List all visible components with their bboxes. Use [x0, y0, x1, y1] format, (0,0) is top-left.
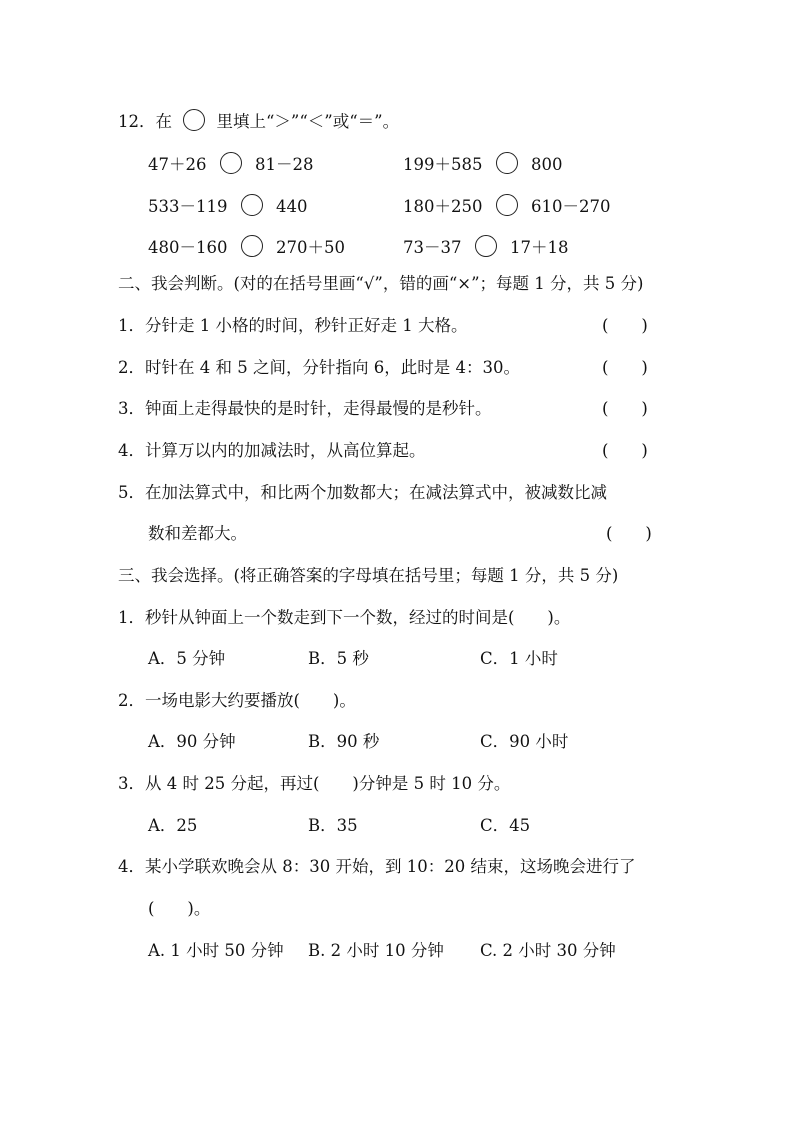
answer-parentheses[interactable]: ( ) — [602, 441, 648, 460]
compare-left: 73－37 — [403, 238, 462, 257]
compare-right: 81－28 — [255, 155, 314, 174]
section3-title: 三、我会选择。(将正确答案的字母填在括号里；每题 1 分，共 5 分) — [118, 566, 619, 585]
option-c[interactable]: C．90 小时 — [480, 732, 569, 751]
answer-circle[interactable] — [241, 235, 263, 257]
compare-left: 480－160 — [148, 238, 228, 257]
judge-item-5-continued: 数和差都大。 — [148, 524, 247, 543]
compare-left: 199＋585 — [403, 155, 483, 174]
option-b[interactable]: B．35 — [308, 816, 358, 835]
answer-circle[interactable] — [496, 152, 518, 174]
answer-circle[interactable] — [496, 194, 518, 216]
compare-item-6 — [403, 235, 569, 259]
choice-question-4: 4．某小学联欢晚会从 8：30 开始，到 10：20 结束，这场晚会进行了 — [118, 857, 636, 876]
option-a[interactable]: A. 1 小时 50 分钟 — [148, 941, 284, 960]
judge-item-4: 4．计算万以内的加减法时，从高位算起。 — [118, 441, 426, 460]
compare-right: 270＋50 — [276, 238, 345, 257]
compare-left: 180＋250 — [403, 197, 483, 216]
compare-item-2 — [403, 152, 563, 176]
option-b[interactable]: B．5 秒 — [308, 649, 369, 668]
answer-parentheses[interactable]: ( ) — [602, 358, 648, 377]
option-b[interactable]: B. 2 小时 10 分钟 — [308, 941, 444, 960]
choice-question-2: 2．一场电影大约要播放( )。 — [118, 691, 356, 710]
option-a[interactable]: A．5 分钟 — [148, 649, 226, 668]
compare-right: 800 — [531, 155, 563, 174]
choice-question-1: 1．秒针从钟面上一个数走到下一个数，经过的时间是( )。 — [118, 608, 571, 627]
answer-circle[interactable] — [475, 235, 497, 257]
judge-item-1: 1．分针走 1 小格的时间，秒针正好走 1 大格。 — [118, 316, 468, 335]
option-c[interactable]: C．1 小时 — [480, 649, 558, 668]
q12-suffix: 里填上“＞”“＜”或“＝”。 — [216, 112, 400, 131]
q12-prompt — [118, 109, 399, 133]
section2-title: 二、我会判断。(对的在括号里画“√”，错的画“×”；每题 1 分，共 5 分) — [118, 274, 644, 293]
choice-question-3: 3．从 4 时 25 分起，再过( )分钟是 5 时 10 分。 — [118, 774, 511, 793]
compare-left: 533－119 — [148, 197, 228, 216]
q12-prefix: 12．在 — [118, 112, 172, 131]
answer-parentheses[interactable]: ( ) — [602, 399, 648, 418]
answer-parentheses[interactable]: ( ) — [606, 524, 652, 543]
choice-question-4-continued: ( )。 — [148, 899, 211, 918]
compare-right: 440 — [276, 197, 308, 216]
compare-item-5 — [148, 235, 345, 259]
answer-circle[interactable] — [183, 109, 205, 131]
answer-circle[interactable] — [241, 194, 263, 216]
compare-right: 610－270 — [531, 197, 611, 216]
option-a[interactable]: A．25 — [148, 816, 198, 835]
compare-item-1 — [148, 152, 314, 176]
judge-item-2: 2．时针在 4 和 5 之间，分针指向 6，此时是 4：30。 — [118, 358, 520, 377]
compare-item-4 — [403, 194, 611, 218]
answer-parentheses[interactable]: ( ) — [602, 316, 648, 335]
compare-item-3 — [148, 194, 308, 218]
answer-circle[interactable] — [220, 152, 242, 174]
option-c[interactable]: C．45 — [480, 816, 531, 835]
judge-item-3: 3．钟面上走得最快的是时针，走得最慢的是秒针。 — [118, 399, 492, 418]
option-b[interactable]: B．90 秒 — [308, 732, 380, 751]
compare-left: 47＋26 — [148, 155, 207, 174]
option-a[interactable]: A．90 分钟 — [148, 732, 236, 751]
compare-right: 17＋18 — [510, 238, 569, 257]
judge-item-5: 5．在加法算式中，和比两个加数都大；在减法算式中，被减数比减 — [118, 483, 607, 502]
option-c[interactable]: C. 2 小时 30 分钟 — [480, 941, 616, 960]
